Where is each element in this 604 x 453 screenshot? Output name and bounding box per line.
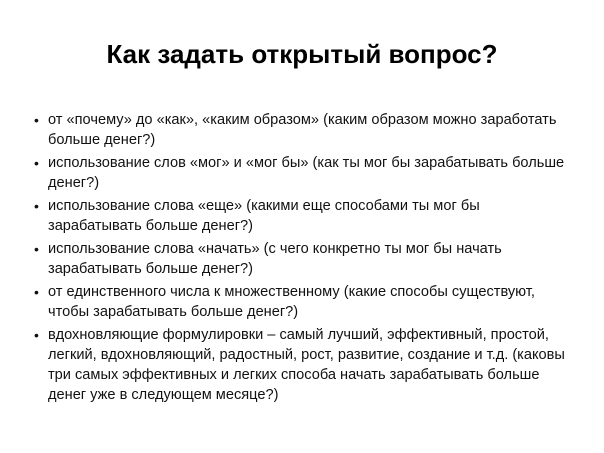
bullet-text: вдохновляющие формулировки – самый лучший, эффективный, простой, легкий, вдохновляющий, радостный, рост, развитие, создание и т.д. (каковы три самых эффективных и легких способа начать зарабатывать больше денег уже в следующем месяце?) (48, 327, 565, 403)
bullet-icon: • (34, 112, 39, 128)
bullet-list (34, 110, 574, 408)
bullet-text: использование слов «мог» и «мог бы» (как ты мог бы зарабатывать больше денег?) (48, 155, 565, 191)
bullet-item (34, 110, 574, 150)
bullet-icon: • (34, 284, 39, 300)
bullet-icon: • (34, 241, 39, 257)
bullet-text: использование слова «еще» (какими еще способами ты мог бы зарабатывать больше денег?) (48, 198, 480, 234)
bullet-item (34, 196, 574, 236)
bullet-icon: • (34, 155, 39, 171)
bullet-text: от «почему» до «как», «каким образом» (каким образом можно заработать больше денег?) (48, 112, 557, 148)
bullet-text: использование слова «начать» (с чего конкретно ты мог бы начать зарабатывать больше денег?) (48, 241, 502, 277)
bullet-icon: • (34, 327, 39, 343)
bullet-item (34, 239, 574, 279)
bullet-text: от единственного числа к множественному (какие способы существуют, чтобы зарабатывать больше денег?) (48, 284, 535, 320)
bullet-icon: • (34, 198, 39, 214)
bullet-item (34, 325, 574, 405)
bullet-item (34, 153, 574, 193)
bullet-item (34, 282, 574, 322)
slide-title: Как задать открытый вопрос? (106, 39, 498, 69)
